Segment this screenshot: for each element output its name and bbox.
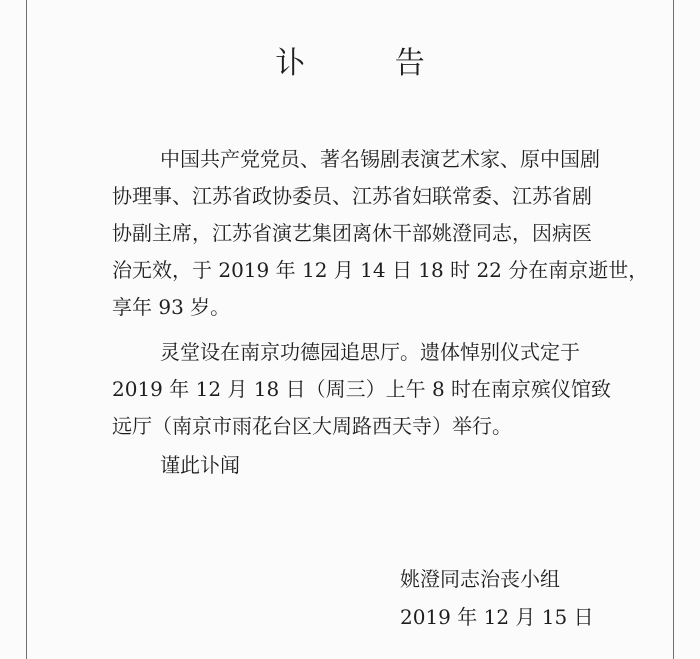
page-border-left [26,0,27,659]
paragraph-line: 享年 93 岁。 [112,295,231,319]
paragraph-line: 中国共产党党员、著名锡剧表演艺术家、原中国剧 [160,147,600,171]
paragraph-announcement [112,141,648,326]
paragraph-line: 协副主席，江苏省演艺集团离休干部姚澄同志，因病医 [112,221,592,245]
page-border-right [673,0,674,659]
document-title: 讣 告 [275,46,465,81]
paragraph-line: 治无效，于 2019 年 12 月 14 日 18 时 22 分在南京逝世， [112,258,649,282]
paragraph-line: 2019 年 12 月 18 日（周三）上午 8 时在南京殡仪馆致 [112,377,612,401]
issue-date: 2019 年 12 月 15 日 [400,605,594,629]
paragraph-line: 协理事、江苏省政协委员、江苏省妇联常委、江苏省剧 [112,184,592,208]
closing-phrase: 谨此讣闻 [160,453,240,477]
paragraph-ceremony [112,334,611,445]
paragraph-line: 远厅（南京市雨花台区大周路西天寺）举行。 [112,414,512,438]
paragraph-line: 灵堂设在南京功德园追思厅。遗体悼别仪式定于 [160,340,580,364]
signature: 姚澄同志治丧小组 [400,567,560,591]
